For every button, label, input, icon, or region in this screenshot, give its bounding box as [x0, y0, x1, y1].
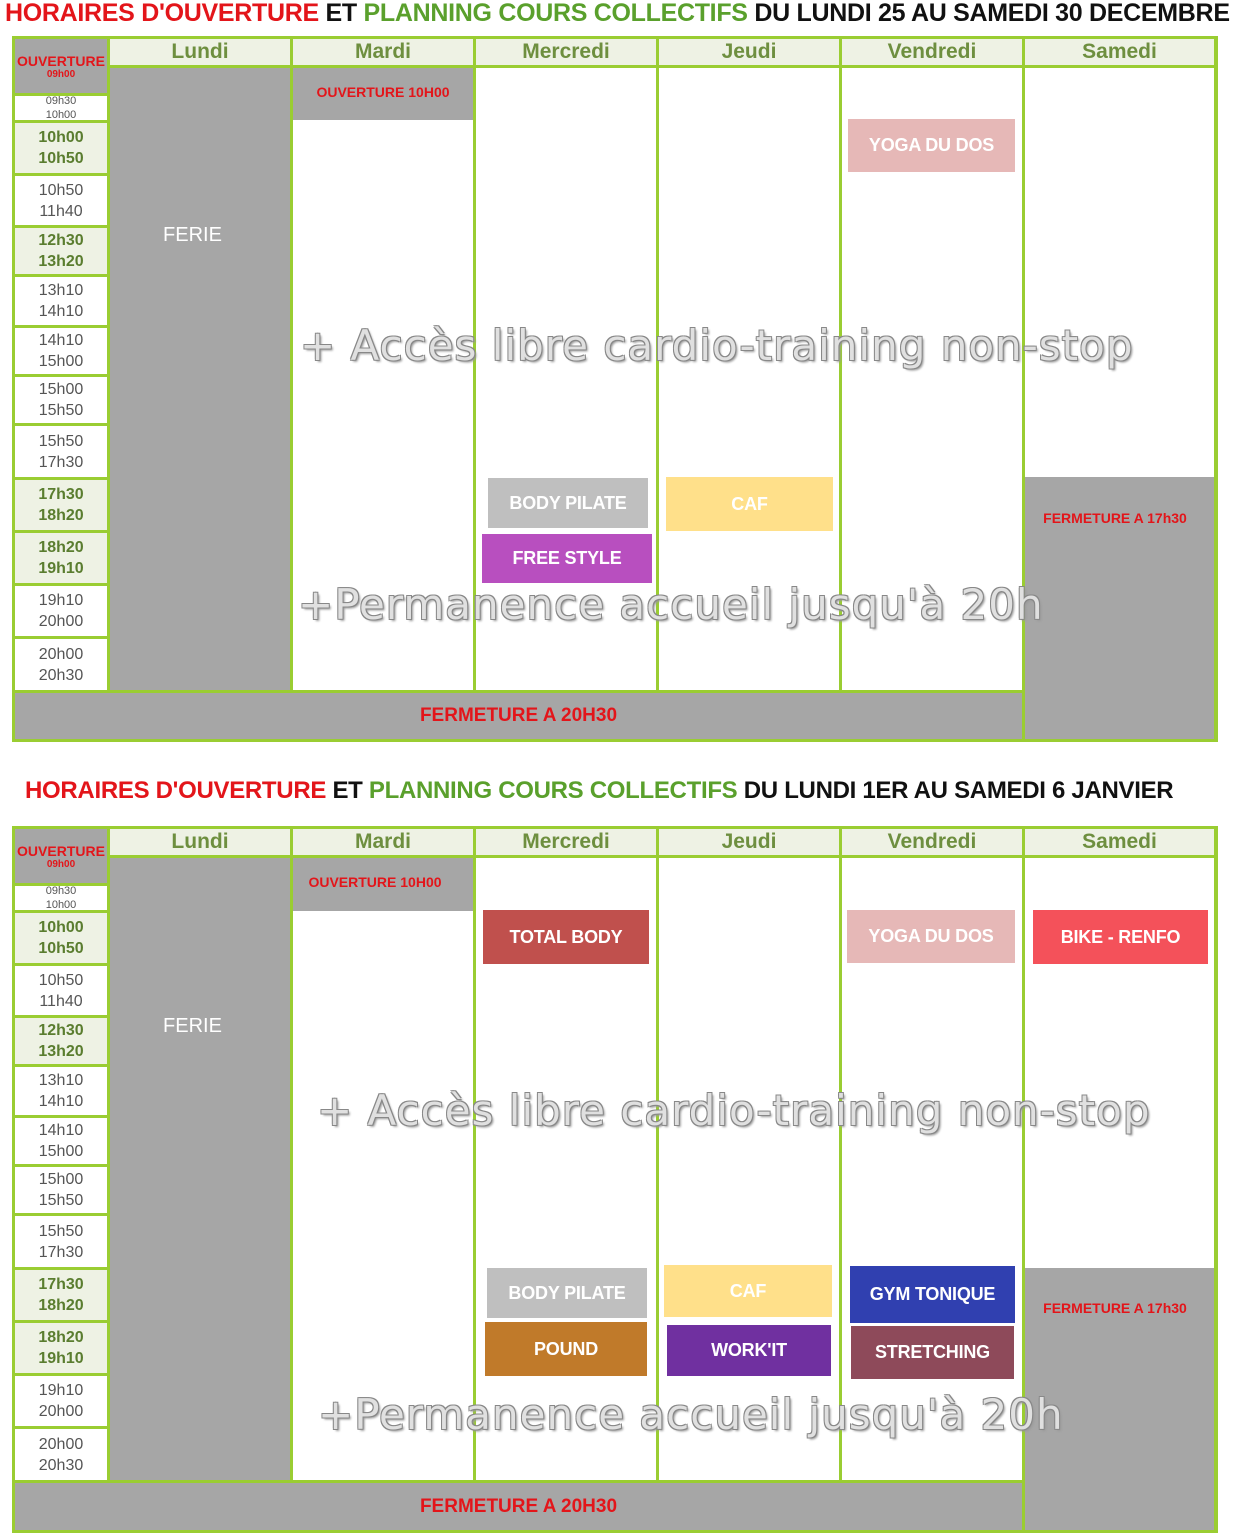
time-start: 15h00 [38, 381, 84, 398]
time-start: 10h50 [38, 181, 84, 199]
title-planning: PLANNING COURS COLLECTIFS [363, 0, 748, 27]
opening-label: OUVERTURE [17, 52, 105, 69]
time-slot [15, 1118, 107, 1164]
time-end: 18h20 [38, 507, 84, 524]
time-end: 19h10 [38, 560, 84, 577]
time-slot [15, 328, 107, 374]
time-end: 15h50 [38, 1192, 84, 1209]
ferie-label: FERIE [163, 224, 222, 246]
opening-cell [15, 39, 107, 93]
title-dates: DU LUNDI 25 AU SAMEDI 30 DECEMBRE [747, 0, 1230, 27]
time-end: 20h30 [38, 1456, 84, 1474]
closing-bar: FERMETURE A 20H30 [15, 1483, 1022, 1530]
course-body-pilate: BODY PILATE [487, 1268, 647, 1318]
monday-closed [110, 858, 290, 1480]
time-end: 20h00 [38, 613, 84, 630]
day-header: Vendredi [842, 829, 1022, 855]
time-start: 19h10 [38, 592, 84, 609]
opening-label: OUVERTURE [17, 842, 105, 859]
time-end: 11h40 [39, 992, 83, 1010]
overlay-access: + Accès libre cardio-training non-stop [300, 321, 1134, 370]
time-start: 12h30 [38, 232, 84, 249]
time-slot [15, 1323, 107, 1373]
day-header: Jeudi [659, 829, 839, 855]
time-end: 14h10 [38, 1093, 84, 1110]
course-free-style: FREE STYLE [482, 534, 652, 583]
day-header: Lundi [110, 39, 290, 65]
course-bike-renfo: BIKE - RENFO [1033, 910, 1208, 964]
time-slot [15, 1270, 107, 1320]
tuesday-opening-label: OUVERTURE 10H00 [308, 874, 442, 890]
opening-time: 09h00 [46, 858, 76, 870]
time-start: 10h00 [38, 129, 84, 146]
day-header: Vendredi [842, 39, 1022, 65]
time-slot [15, 1216, 107, 1267]
time-slot [15, 913, 107, 963]
title-connector: ET [318, 0, 364, 27]
overlay-reception: +Permanence accueil jusqu'à 20h [318, 1390, 1064, 1439]
time-start: 14h10 [38, 332, 84, 349]
schedule-grid [12, 826, 1218, 1533]
time-slot [15, 1429, 107, 1480]
time-end: 13h20 [38, 1043, 84, 1060]
day-header: Lundi [110, 829, 290, 855]
time-end: 17h30 [38, 453, 84, 471]
time-start: 10h00 [38, 919, 84, 936]
schedule-grid [12, 36, 1218, 742]
time-start: 15h50 [38, 1222, 84, 1240]
course-pound: POUND [485, 1322, 647, 1376]
closing-bar: FERMETURE A 20H30 [15, 693, 1022, 739]
time-slot [15, 1018, 107, 1064]
time-slot [15, 886, 107, 910]
time-start: 10h50 [38, 971, 84, 989]
ferie-label: FERIE [163, 1015, 222, 1037]
day-header: Mardi [293, 829, 473, 855]
time-start: 20h00 [38, 645, 84, 663]
overlay-access: + Accès libre cardio-training non-stop [317, 1086, 1151, 1135]
time-start: 18h20 [38, 1329, 84, 1346]
time-slot [15, 480, 107, 530]
time-start: 19h10 [38, 1382, 84, 1399]
time-end: 13h20 [38, 253, 84, 270]
day-header: Jeudi [659, 39, 839, 65]
time-start: 18h20 [38, 539, 84, 556]
time-slot [15, 426, 107, 477]
time-end: 15h00 [38, 1143, 84, 1160]
course-yoga-du-dos: YOGA DU DOS [848, 119, 1015, 172]
time-start: 09h30 [45, 95, 77, 107]
time-start: 15h00 [38, 1171, 84, 1188]
time-slot [15, 1167, 107, 1213]
title-dates: DU LUNDI 1ER AU SAMEDI 6 JANVIER [737, 777, 1174, 804]
time-start: 12h30 [38, 1022, 84, 1039]
tuesday-column [293, 858, 473, 1480]
day-header: Samedi [1025, 39, 1214, 65]
course-stretching: STRETCHING [851, 1326, 1014, 1379]
time-end: 11h40 [39, 202, 83, 220]
day-header: Mardi [293, 39, 473, 65]
title-planning: PLANNING COURS COLLECTIFS [368, 777, 738, 804]
course-caf: CAF [664, 1265, 832, 1317]
time-slot [15, 377, 107, 423]
title-connector: ET [326, 777, 369, 804]
time-end: 10h00 [45, 109, 77, 121]
thursday-column [659, 858, 839, 1480]
monday-closed [110, 68, 290, 690]
overlay-reception: +Permanence accueil jusqu'à 20h [298, 580, 1044, 629]
schedule-title [5, 0, 1230, 28]
time-start: 20h00 [38, 1435, 84, 1453]
course-gym-tonique: GYM TONIQUE [850, 1266, 1015, 1323]
day-header: Mercredi [476, 829, 656, 855]
day-header: Samedi [1025, 829, 1214, 855]
time-slot [15, 277, 107, 325]
time-end: 15h50 [38, 402, 84, 419]
time-start: 14h10 [38, 1122, 84, 1139]
time-slot [15, 586, 107, 636]
time-end: 20h30 [38, 666, 84, 684]
title-opening-hours: HORAIRES D'OUVERTURE [5, 0, 319, 27]
course-caf: CAF [666, 477, 833, 531]
saturday-column [1025, 68, 1214, 477]
time-end: 17h30 [38, 1243, 84, 1261]
opening-time: 09h00 [46, 68, 76, 80]
time-end: 10h00 [45, 899, 77, 911]
time-end: 10h50 [38, 150, 84, 167]
day-header: Mercredi [476, 39, 656, 65]
time-slot [15, 176, 107, 225]
time-end: 20h00 [38, 1403, 84, 1420]
time-slot [15, 96, 107, 120]
time-slot [15, 639, 107, 690]
time-start: 17h30 [38, 486, 84, 503]
course-yoga-du-dos: YOGA DU DOS [847, 910, 1015, 963]
schedule-title [25, 777, 1173, 805]
course-workit: WORK'IT [667, 1325, 831, 1376]
time-slot [15, 1067, 107, 1115]
time-end: 18h20 [38, 1297, 84, 1314]
course-total-body: TOTAL BODY [483, 910, 649, 964]
time-end: 14h10 [38, 303, 84, 320]
time-end: 10h50 [38, 940, 84, 957]
time-start: 15h50 [38, 432, 84, 450]
time-slot [15, 966, 107, 1015]
time-start: 13h10 [38, 1072, 84, 1089]
time-slot [15, 1376, 107, 1426]
time-end: 15h00 [38, 353, 84, 370]
time-end: 19h10 [38, 1350, 84, 1367]
time-start: 13h10 [38, 282, 84, 299]
time-start: 09h30 [45, 885, 77, 897]
time-slot [15, 533, 107, 583]
saturday-closing-label: FERMETURE A 17h30 [1043, 510, 1187, 526]
time-slot [15, 228, 107, 274]
opening-cell [15, 829, 107, 883]
saturday-closing-label: FERMETURE A 17h30 [1043, 1300, 1187, 1316]
time-slot [15, 123, 107, 173]
course-body-pilate: BODY PILATE [488, 478, 648, 528]
title-opening-hours: HORAIRES D'OUVERTURE [25, 777, 327, 804]
tuesday-opening-label: OUVERTURE 10H00 [316, 84, 450, 100]
time-start: 17h30 [38, 1276, 84, 1293]
